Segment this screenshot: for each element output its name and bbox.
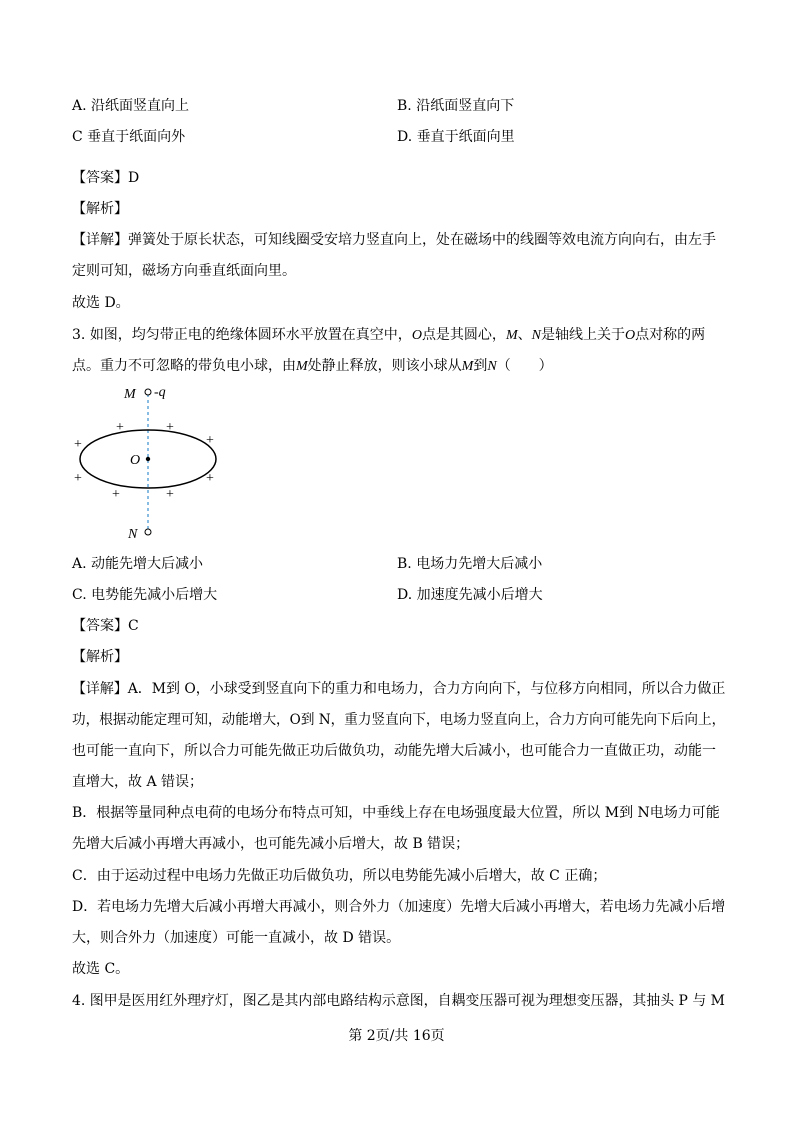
stem-text: 点是其圆心， <box>421 327 506 343</box>
symbol-n: N <box>531 328 541 343</box>
q2-option-b <box>397 96 514 116</box>
option-letter: C. <box>72 587 87 603</box>
q2-answer <box>72 168 139 188</box>
plus-sign: + <box>112 487 120 502</box>
q3-stem-line-2 <box>72 356 553 377</box>
detail-tag: 【详解】 <box>72 681 128 697</box>
detail-text: 弹簧处于原长状态，可知线圈受安培力竖直向上，处在磁场中的线圈等效电流方向向右，由左手 <box>128 232 716 248</box>
q3-detail-a-line-4: 直增大，故 A 错误； <box>72 774 204 790</box>
q3-detail-d-line-2: 大，则合外力（加速度）可能一直减小，故 D 错误。 <box>72 930 401 946</box>
answer-value: C <box>128 618 139 634</box>
q3-option-c <box>72 585 217 605</box>
stem-text: 、 <box>517 327 532 343</box>
point-n-marker <box>145 529 151 535</box>
q2-detail-line-2: 定则可知，磁场方向垂直纸面向里。 <box>72 263 296 279</box>
q3-conclusion: 故选 C。 <box>72 961 130 977</box>
q2-analysis-tag: 【解析】 <box>72 201 128 217</box>
symbol-o: O <box>411 328 422 343</box>
answer-tag: 【答案】 <box>72 170 128 186</box>
stem-text: 处静止释放，则该小球从 <box>307 358 462 374</box>
option-text: 动能先增大后减小 <box>91 556 204 572</box>
option-letter: B. <box>397 556 412 572</box>
option-text: 加速度先减小后增大 <box>416 587 543 603</box>
option-letter: D. <box>397 129 413 145</box>
option-letter: A. <box>72 98 87 114</box>
plus-sign: + <box>74 471 82 486</box>
label-charge: -q <box>154 385 166 400</box>
symbol-o: O <box>624 328 636 343</box>
stem-text: （ ） <box>496 358 553 374</box>
symbol-m: M <box>505 328 518 343</box>
answer-value: D <box>128 170 140 186</box>
option-text: 沿纸面竖直向上 <box>91 98 190 114</box>
label-n: N <box>128 527 138 542</box>
q3-option-b <box>397 554 542 574</box>
question-number: 3. <box>72 327 86 343</box>
plus-sign: + <box>166 487 174 502</box>
option-text: 电场力先增大后减小 <box>416 556 543 572</box>
q3-charged-ring-figure <box>68 380 228 546</box>
plus-sign: + <box>206 471 214 486</box>
plus-sign: + <box>116 420 124 435</box>
plus-sign: + <box>74 437 82 452</box>
option-letter: A. <box>72 556 87 572</box>
symbol-n: N <box>487 359 497 374</box>
detail-tag: 【详解】 <box>72 232 128 248</box>
stem-text: 如图，均匀带正电的绝缘体圆环水平放置在真空中， <box>89 327 412 343</box>
option-text: 垂直于纸面向里 <box>416 129 515 145</box>
answer-tag: 【答案】 <box>72 618 128 634</box>
option-letter: C <box>72 129 83 145</box>
q3-option-a <box>72 554 203 574</box>
option-text: 垂直于纸面向外 <box>87 129 186 145</box>
q2-option-d <box>397 127 515 147</box>
symbol-m: M <box>461 359 474 374</box>
stem-text: 图甲是医用红外理疗灯，图乙是其内部电路结构示意图，自耦变压器可视为理想变压器，其抽头 P 与 M <box>89 993 725 1009</box>
option-letter: B. <box>397 98 412 114</box>
stem-text: 点对称的两 <box>635 327 706 343</box>
q2-conclusion: 故选 D。 <box>72 295 130 311</box>
label-o: O <box>130 453 141 468</box>
option-letter: D. <box>397 587 413 603</box>
plus-sign: + <box>206 433 214 448</box>
q3-stem-line-1 <box>72 325 705 346</box>
q3-detail-b-line-2: 先增大后减小再增大再减小，也可能先减小后增大，故 B 错误； <box>72 836 470 852</box>
q3-detail-a-line-2: 功，根据动能定理可知，动能增大，O到 N，重力竖直向下，电场力竖直向上，合力方向可能先向下后向上， <box>72 712 726 728</box>
q2-option-a <box>72 96 189 116</box>
q3-answer <box>72 616 139 636</box>
center-o-marker <box>146 457 150 461</box>
stem-text: 到 <box>473 358 488 374</box>
q4-stem-line-1 <box>72 991 725 1011</box>
q3-detail-c-line-1: C．由于运动过程中电场力先做正功后做负功，所以电势能先减小后增大，故 C 正确； <box>72 868 607 884</box>
q3-detail-a-line-1 <box>72 679 725 699</box>
point-m-marker <box>145 389 151 395</box>
option-text: 电势能先减小后增大 <box>91 587 218 603</box>
q2-detail-line-1 <box>72 230 716 250</box>
page-footer: 第 2页/共 16页 <box>348 1028 445 1044</box>
detail-text: A．M到 O，小球受到竖直向下的重力和电场力，合力方向向下，与位移方向相同，所以合力做正 <box>127 681 726 697</box>
label-m: M <box>124 387 136 402</box>
stem-text: 点。重力不可忽略的带负电小球，由 <box>72 358 296 374</box>
question-number: 4. <box>72 993 86 1009</box>
plus-sign: + <box>166 420 174 435</box>
q3-detail-b-line-1: B．根据等量同种点电荷的电场分布特点可知，中垂线上存在电场强度最大位置，所以 M到 N电场力可能 <box>72 805 720 821</box>
q3-detail-a-line-3: 也可能一直向下，所以合力可能先做正功后做负功，动能先增大后减小，也可能合力一直做正功，动能一 <box>72 743 716 759</box>
q3-detail-d-line-1: D．若电场力先增大后减小再增大再减小，则合外力（加速度）先增大后减小再增大，若电场力先减小后增 <box>72 899 726 915</box>
q2-option-c <box>72 127 185 147</box>
q3-option-d <box>397 585 543 605</box>
option-text: 沿纸面竖直向下 <box>416 98 515 114</box>
symbol-m: M <box>296 359 308 374</box>
q3-analysis-tag: 【解析】 <box>72 649 128 665</box>
stem-text: 是轴线上关于 <box>540 327 625 343</box>
